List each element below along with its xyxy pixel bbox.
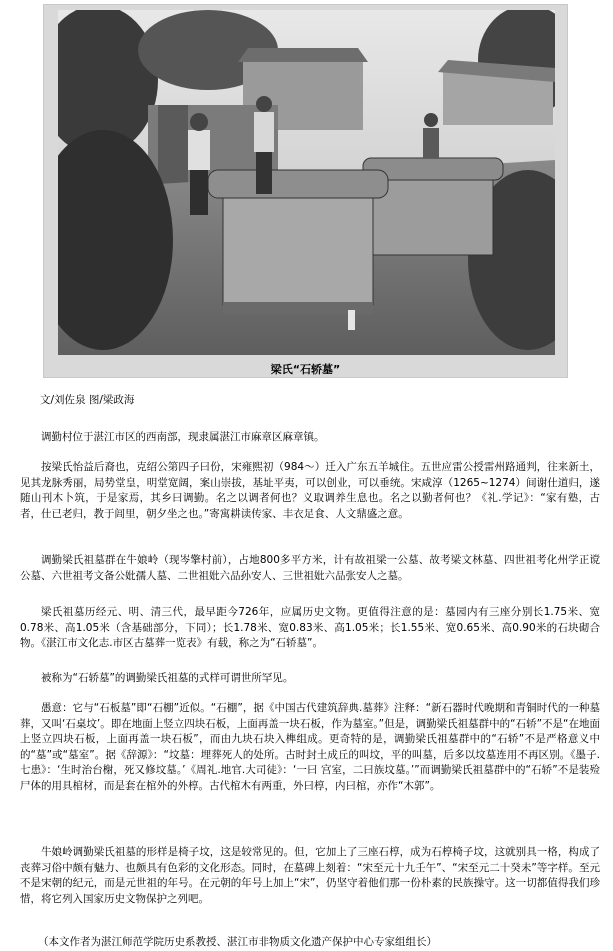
paragraph-2: 按梁氏怡益后裔也，克绍公第四子曰份，宋雍熙初（984～）迁入广东五羊城住。五世应雷公授雷州路通判，往来新土，见其龙脉秀丽，局势堂皇，明堂宽阔，案山崇拔，基址平夷，可以创业，可以垂统。宋咸淳（1265~1274）间谢仕道归，遂随山刊木卜筑，于是家焉，其乡曰调勤。名之以调者何也？义取调养生息也。名之以勤者何也？《礼.学记》：“家有塾，古者，仕已老归，教于闾里，朝夕坐之也。”寄寓耕读传家、丰衣足食、人文鼎盛之意。 [20,461,600,520]
figure [43,4,568,378]
author-note: （本文作者为湛江师范学院历史系教授、湛江市非物质文化遗产保护中心专家组组长） [38,936,437,948]
byline: 文/刘佐泉 图/梁政海 [40,394,135,406]
paragraph-3: 调勤梁氏祖墓群在牛娘岭（现岑擎村前），占地800多平方米，计有故祖梁一公墓、故考梁文林墓、四世祖考化州学正谠公墓、六世祖考文备公妣孺人墓、二世祖妣六品孙安人、三世祖妣六品张安人之墓。 [20,554,600,582]
paragraph-5: 被称为“石轿墓”的调勤梁氏祖墓的式样可谓世所罕见。 [41,672,294,684]
paragraph-7: 牛娘岭调勤梁氏祖墓的形样是椅子坟，这是较常见的。但，它加上了三座石椁，成为石椁椅子坟，这就别具一格，构成了丧葬习俗中颇有魅力、也颇具有色彩的文化形态。同时，在墓碑上刻着：“宋至元十九壬午”、“宋至元二十癸未”等字样。至元不是宋朝的纪元，而是元世祖的年号。在元朝的年号上加上“宋”，仍坚守着他们那一份朴素的民族操守。这一切都值得我们珍惜，将它列入国家历史文物保护之列吧。 [20,846,600,905]
paragraph-4: 梁氏祖墓历经元、明、清三代，最早距今726年，应属历史文物。更值得注意的是：墓园内有三座分别长1.75米、宽0.78米、高1.05米（含基础部分，下同）；长1.78米、宽0.83米、高1.05米；长1.55米、宽0.65米、高0.90米的石块砌合物。《湛江市文化志.市区古墓葬一览表》有载，称之为“石轿墓”。 [20,606,600,650]
paragraph-6: 愚意：它与“石板墓”即“石棚”近似。“石棚”，据《中国古代建筑辞典.墓葬》注释：“新石器时代晚期和青铜时代的一种墓葬，又叫‘石桌坟’。即在地面上竖立四块石板，上面再盖一块石板，作为墓室。”但是，调勤梁氏祖墓群中的“石轿”不是“在地面上竖立四块石板，上面再盖一块石板”，而由九块石块入榫组成。更奇特的是，调勤梁氏祖墓群中的“石轿”不是严格意义中的“墓”或“墓室”。据《辞源》：“坟墓：埋葬死人的处所。古时封土成丘的叫坟，平的叫墓，后多以坟墓连用不再区别。《墨子.七患》：‘生时治台榭，死又修坟墓。’《周礼.地官.大司徒》：‘一曰 宫室，二曰族坟墓。’”而调勤梁氏祖墓群中的“石轿”不是装殓尸体的用具棺材，而是套在棺外的外椁。古代棺木有两重，外曰椁，内曰棺，亦作“木郭”。 [20,702,600,792]
figure-caption: 梁氏“石轿墓” [270,363,341,376]
tomb-photo [58,10,555,355]
paragraph-1: 调勤村位于湛江市区的西南部，现隶属湛江市麻章区麻章镇。 [41,431,325,443]
